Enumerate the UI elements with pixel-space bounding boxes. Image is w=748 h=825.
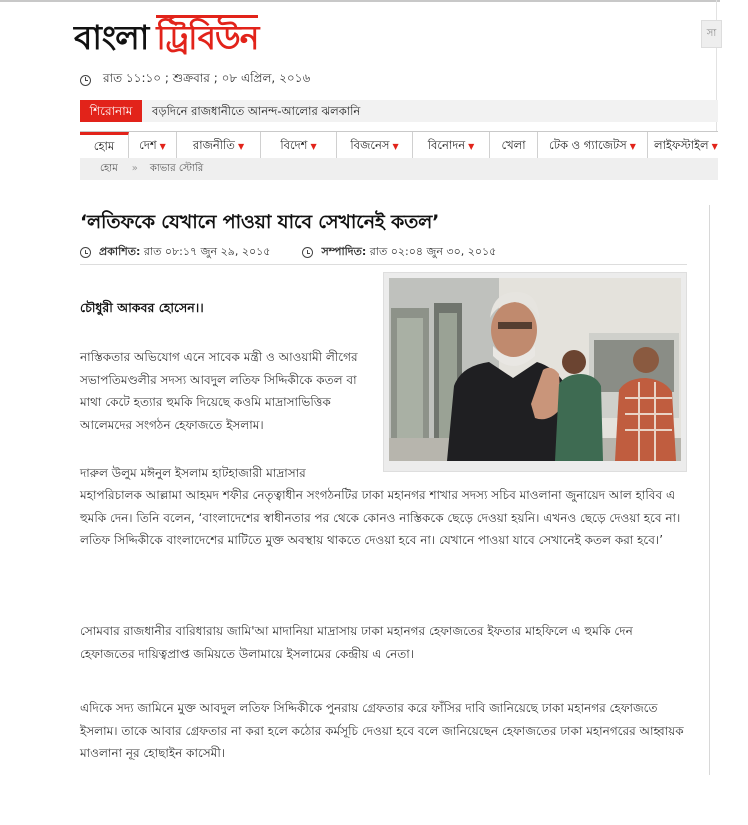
- nav-rajniti[interactable]: [177, 132, 261, 158]
- nav-tech[interactable]: [538, 132, 648, 158]
- caret-down-icon: ▼: [629, 142, 636, 151]
- nav-label: লাইফস্টাইল: [654, 138, 709, 152]
- article-paragraph-2-lead: দারুল উলুম মঈনুল ইসলাম হাটহাজারী মাদ্রাসার: [80, 466, 306, 480]
- nav-label: বিনোদন: [427, 138, 466, 152]
- date-line: [80, 70, 310, 90]
- caret-down-icon: ▼: [468, 142, 475, 151]
- nav-label: রাজনীতি: [192, 138, 235, 152]
- article-meta: [80, 243, 496, 262]
- nav-label: বিজনেস: [350, 138, 390, 152]
- search-button[interactable]: সা: [701, 20, 722, 48]
- article-author: চৌধুরী আকবর হোসেন।।: [80, 300, 204, 315]
- article-photo[interactable]: [389, 278, 681, 461]
- article-paragraph-2: মহাপরিচালক আল্লামা আহমদ শফীর নেতৃত্বাধীন সংগঠনটির ঢাকা মহানগর শাখার সদস্য সচিব মাওলানা জুনায়েদ আল হাবিব এ হুমকি দেন। তিনি বলেন, ‘বাংলাদেশের স্বাধীনতার পর থেকে কোনও নাস্তিককে ছেড়ে দেওয়া হয়নি। এখনও ছেড়ে দেওয়া হবে না। লতিফ সিদ্দিকীকে বাংলাদেশের মাটিতে মুক্ত অবস্থায় থাকতে দেওয়া হবে না। যেখানে পাওয়া যাবে সেখানেই কতল করা হবে।’: [80, 488, 681, 547]
- top-border: [0, 0, 720, 2]
- nav-lifestyle[interactable]: [648, 132, 718, 158]
- clock-icon: [80, 75, 91, 86]
- caret-down-icon: ▼: [392, 142, 399, 151]
- caret-down-icon: ▼: [310, 142, 317, 151]
- breadcrumb-home[interactable]: হোম: [100, 163, 118, 174]
- nav-bidesh[interactable]: [261, 132, 337, 158]
- nav-label: হোম: [93, 139, 115, 153]
- photo-illustration: [389, 278, 681, 461]
- nav-binodon[interactable]: [413, 132, 490, 158]
- clock-icon: [80, 247, 91, 258]
- logo-text-bangla: বাংলা: [74, 18, 149, 57]
- edited-label: সম্পাদিত:: [321, 245, 367, 258]
- nav-khela[interactable]: [490, 132, 538, 158]
- nav-label: খেলা: [501, 138, 526, 152]
- ticker-headline-link[interactable]: বড়দিনে রাজধানীতে আনন্দ-আলোর ঝলকানি: [152, 104, 361, 118]
- nav-label: দেশ: [139, 138, 157, 152]
- date-text: রাত ১১:১০ ; শুক্রবার ; ০৮ এপ্রিল, ২০১৬: [103, 71, 311, 85]
- article-paragraph-3: সোমবার রাজধানীর বারিধারায় জামি'আ মাদানিয়া মাদ্রাসায় ঢাকা মহানগর হেফাজতের ইফতার মাহফিলে এ হুমকি দেন হেফাজতের দায়িত্বপ্রাপ্ত জমিয়তে উলামায়ে ইসলামের কেন্দ্রীয় এ নেতা।: [80, 624, 633, 661]
- site-logo[interactable]: [74, 14, 258, 58]
- article-paragraph-1: নাস্তিকতার অভিযোগ এনে সাবেক মন্ত্রী ও আওয়ামী লীগের সভাপতিমণ্ডলীর সদস্য আবদুল লতিফ সিদ্দিকীকে কতল বা মাথা কেটে হত্যার হুমকি দিয়েছে কওমি মাদ্রাসাভিত্তিক আলেমদের সংগঠন হেফাজতে ইসলাম।: [80, 350, 358, 432]
- edited-time: রাত ০২:০৪ জুন ৩০, ২০১৫: [369, 245, 497, 258]
- content-divider: [709, 205, 710, 775]
- nav-label: বিদেশ: [280, 138, 308, 152]
- nav-desh[interactable]: [129, 132, 177, 158]
- caret-down-icon: ▼: [711, 142, 718, 151]
- logo-text-tribune: ট্রিবিউন: [156, 15, 258, 58]
- headline-ticker: [80, 100, 718, 122]
- breadcrumb-current[interactable]: কাভার স্টোরি: [149, 163, 204, 174]
- main-nav: [80, 131, 718, 159]
- published-label: প্রকাশিত:: [99, 245, 141, 258]
- article-title: ‘লতিফকে যেখানে পাওয়া যাবে সেখানেই কতল’: [80, 211, 440, 233]
- caret-down-icon: ▼: [159, 142, 166, 151]
- ticker-label: শিরোনাম: [80, 100, 142, 122]
- nav-home[interactable]: [80, 132, 129, 158]
- article-paragraph-4: এদিকে সদ্য জামিনে মুক্ত আবদুল লতিফ সিদ্দিকীকে পুনরায় গ্রেফতার করে ফাঁসির দাবি জানিয়েছে ঢাকা মহানগর হেফাজতে ইসলাম। তাকে আবার গ্রেফতার না করা হলে কঠোর কর্মসূচি দেওয়া হবে বলে জানিয়েছেন হেফাজতের ঢাকা মহানগরের আহ্বায়ক মাওলানা নূর হোছাইন কাসেমী।: [80, 701, 684, 760]
- breadcrumb: [80, 158, 718, 180]
- clock-icon: [302, 247, 313, 258]
- nav-label: টেক ও গ্যাজেটস: [549, 138, 627, 152]
- nav-business[interactable]: [337, 132, 413, 158]
- published-time: রাত ০৮:১৭ জুন ২৯, ২০১৫: [143, 245, 271, 258]
- breadcrumb-separator: »: [131, 163, 138, 174]
- caret-down-icon: ▼: [237, 142, 245, 151]
- meta-divider: [80, 264, 687, 265]
